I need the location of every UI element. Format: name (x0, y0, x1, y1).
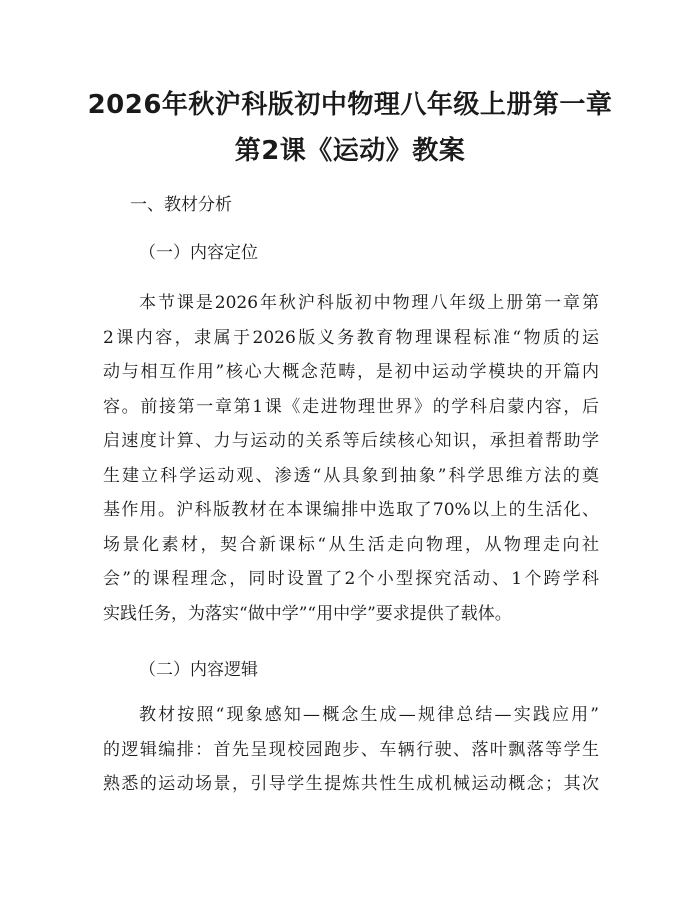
paragraph-line: 启速度计算、力与运动的关系等后续核心知识，承担着帮助学 (103, 431, 599, 451)
paragraph-line: 生建立科学运动观、渗透“从具象到抽象”科学思维方法的奠 (103, 465, 599, 486)
paragraph-content-positioning (103, 286, 599, 631)
document-title-line-2: 第2课《运动》教案 (234, 136, 466, 166)
paragraph-line: 2课内容，隶属于2026版义务教育物理课程标准“物质的运 (103, 327, 599, 348)
paragraph-line: 容。前接第一章第1课《走进物理世界》的学科启蒙内容，后 (103, 396, 599, 417)
paragraph-line: 教材按照“现象感知—概念生成—规律总结—实践应用” (139, 705, 599, 725)
paragraph-line: 本节课是2026年秋沪科版初中物理八年级上册第一章第 (139, 293, 599, 313)
paragraph-line: 熟悉的运动场景，引导学生提炼共性生成机械运动概念；其次 (103, 774, 599, 794)
subsection-heading-content-logic: （二）内容逻辑 (139, 660, 258, 680)
paragraph-line: 会”的课程理念，同时设置了2个小型探究活动、1个跨学科 (103, 569, 599, 589)
paragraph-line: 动与相互作用”核心大概念范畴，是初中运动学模块的开篇内 (103, 362, 599, 382)
section-heading-textbook-analysis: 一、教材分析 (130, 195, 232, 215)
paragraph-line: 基作用。沪科版教材在本课编排中选取了70%以上的生活化、 (103, 500, 599, 520)
paragraph-line: 实践任务，为落实“做中学”“用中学”要求提供了载体。 (103, 603, 512, 624)
paragraph-line: 场景化素材，契合新课标“从生活走向物理，从物理走向社 (103, 534, 599, 555)
paragraph-content-logic (103, 698, 599, 802)
paragraph-line: 的逻辑编排：首先呈现校园跑步、车辆行驶、落叶飘落等学生 (103, 739, 599, 760)
subsection-heading-content-positioning: （一）内容定位 (139, 243, 258, 263)
document-title-line-1: 2026年秋沪科版初中物理八年级上册第一章 (87, 90, 613, 120)
